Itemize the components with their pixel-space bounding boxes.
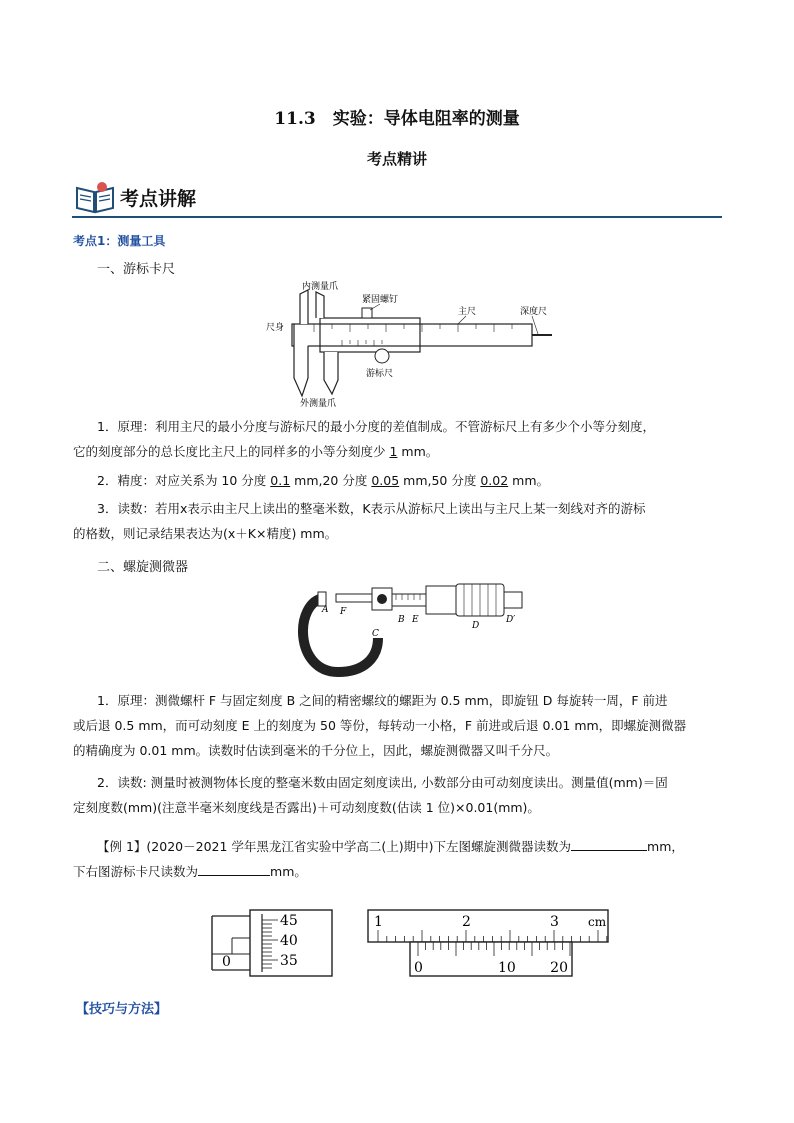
label-body: 尺身 (266, 323, 285, 333)
micrometer-heading: 二、螺旋测微器 (97, 560, 189, 575)
vernier-sub-tick-20: 20 (550, 960, 568, 976)
svg-text:F: F (340, 607, 347, 617)
label-outer-jaw: 外测量爪 (300, 399, 337, 409)
section-rule (72, 216, 722, 218)
vernier-main-tick-2: 2 (462, 914, 471, 930)
svg-text:D: D (472, 621, 480, 631)
vernier-principle: 1．原理：利用主尺的最小分度与游标尺的最小分度的差值制成。不管游标尺上有多少个小等分刻度， 它的刻度部分的总长度比主尺上的同样多的小等分刻度少 1 mm。 (73, 419, 655, 459)
vernier-main-tick-1: 1 (374, 914, 383, 930)
label-inner-jaw: 内测量爪 (302, 282, 339, 292)
vernier-precision: 2．精度：对应关系为 10 分度 0.1 mm,20 分度 0.05 mm,50 分度 0.02 mm。 (97, 473, 549, 488)
book-icon (74, 180, 116, 214)
vernier-reading: 3．读数：若用x表示由主尺上读出的整毫米数，K表示从游标尺上读出与主尺上某一刻线对齐的游标 的格数，则记录结果表达为(x＋K×精度) mm。 (73, 501, 646, 541)
label-vernier-scale: 游标尺 (366, 369, 394, 379)
vernier-main-tick-3: 3 (550, 914, 559, 930)
section-banner-label: 考点讲解 (120, 188, 197, 210)
page-title: 11.3 实验：导体电阻率的测量 (274, 109, 520, 129)
example-vernier-figure (366, 908, 612, 980)
micro-tick-40: 40 (280, 933, 298, 949)
section-banner (72, 178, 722, 218)
micrometer-principle: 1．原理：测微螺杆 F 与固定刻度 B 之间的精密螺纹的螺距为 0.5 mm，即旋钮 D 每旋转一周，F 前进 或后退 0.5 mm，而可动刻度 E 上的刻度为 50 等份，每转动一小格，F 前进或后退 0.01 mm，即螺旋测微器 的精确度为 0.01 mm。读数时估读到毫米的千分位上，因此，螺旋测微器又叫千分尺。 (73, 693, 687, 758)
kaodian-heading: 考点1：测量工具 (73, 234, 166, 248)
micro-tick-35: 35 (280, 953, 298, 969)
vernier-sub-tick-10: 10 (498, 960, 516, 976)
micrometer-diagram (294, 580, 530, 680)
vernier-caliper-diagram (262, 278, 562, 410)
svg-text:B: B (398, 615, 405, 625)
svg-text:E: E (412, 615, 419, 625)
svg-text:C: C (372, 629, 379, 639)
page-subtitle: 考点精讲 (366, 150, 427, 168)
micro-tick-45: 45 (280, 913, 298, 929)
label-screw: 紧固螺钉 (362, 295, 399, 305)
label-main-scale: 主尺 (458, 307, 477, 317)
svg-text:D′: D′ (506, 615, 516, 625)
micro-zero: 0 (222, 954, 231, 970)
example-micrometer-figure (206, 908, 336, 980)
micrometer-reading: 2．读数: 测量时被测物体长度的整毫米数由固定刻度读出, 小数部分由可动刻度读出。测量值(mm)＝固 定刻度数(mm)(注意半毫米刻度线是否露出)＋可动刻度数(估读 1 位)×0.01(mm)。 (73, 775, 668, 815)
vernier-unit: cm (588, 915, 607, 929)
vernier-heading: 一、游标卡尺 (97, 262, 176, 277)
label-depth-rod: 深度尺 (520, 307, 548, 317)
example-question: 【例 1】(2020－2021 学年黑龙江省实验中学高二(上)期中)下左图螺旋测微器读数为 mm， 下右图游标卡尺读数为 mm。 (73, 834, 723, 884)
vernier-sub-tick-0: 0 (414, 960, 423, 976)
svg-text:A: A (322, 605, 329, 615)
tip-heading: 【技巧与方法】 (76, 1002, 168, 1017)
